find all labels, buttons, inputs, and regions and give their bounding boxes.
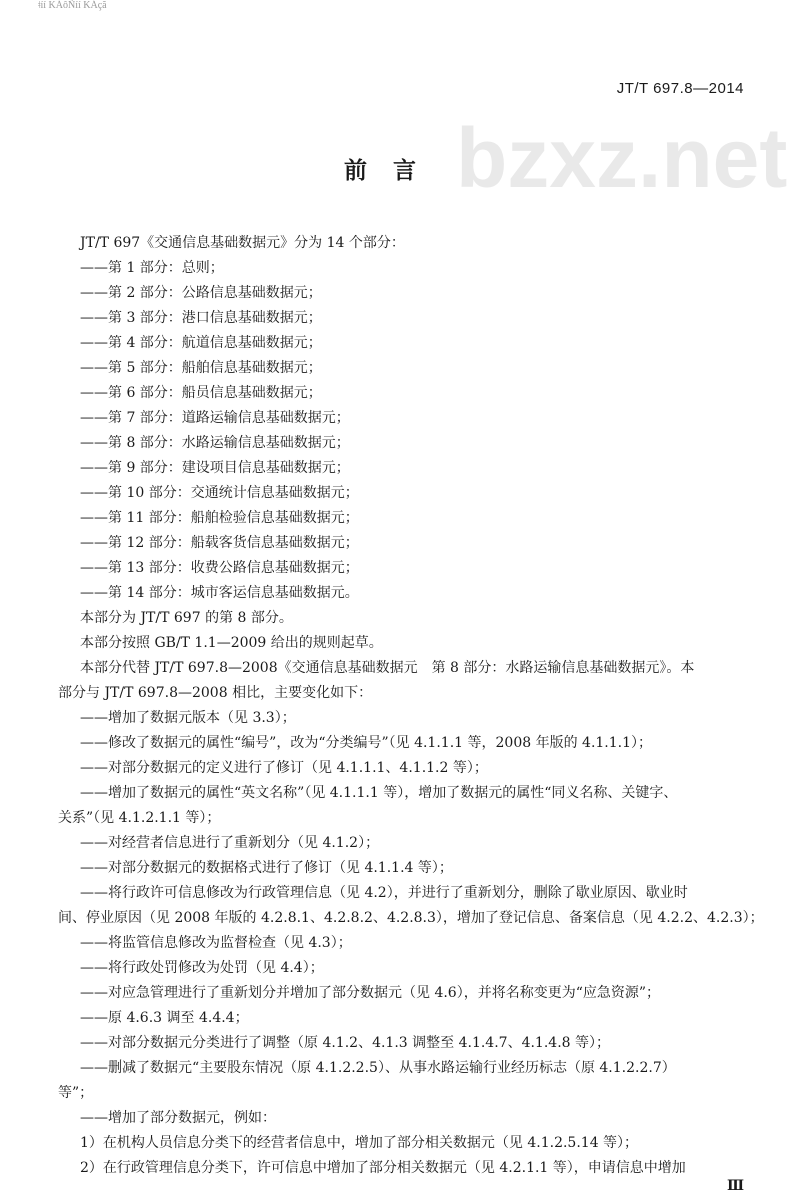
text-line: ——第 3 部分：港口信息基础数据元； (80, 310, 322, 326)
text-line: ——对部分数据元的定义进行了修订（见 4.1.1.1、4.1.1.2 等）； (80, 760, 488, 776)
text-line: ——对部分数据元分类进行了调整（原 4.1.2、4.1.3 调整至 4.1.4.7、4.1.4.8 等）； (80, 1035, 611, 1051)
text-line: ——原 4.6.3 调至 4.4.4； (80, 1010, 249, 1026)
text-line: ——第 6 部分：船员信息基础数据元； (80, 385, 322, 401)
text-line: ——将监管信息修改为监督检查（见 4.3）； (80, 935, 352, 951)
text-line: ——删减了数据元“主要股东情况（原 4.1.2.2.5）、从事水路运输行业经历标志（原 4.1.2.2.7） (80, 1060, 676, 1076)
page-title (344, 158, 442, 186)
text-line: ——第 12 部分：船载客货信息基础数据元； (80, 535, 359, 551)
text-line: ——第 4 部分：航道信息基础数据元； (80, 335, 322, 351)
text-line: ——第 9 部分：建设项目信息基础数据元； (80, 460, 350, 476)
text-line: ——第 5 部分：船舶信息基础数据元； (80, 360, 322, 376)
text-line: 本部分按照 GB/T 1.1—2009 给出的规则起草。 (80, 635, 383, 651)
standard-number: JT/T 697.8—2014 (616, 80, 744, 97)
text-line: ——第 10 部分：交通统计信息基础数据元； (80, 485, 359, 501)
text-line: ——第 2 部分：公路信息基础数据元； (80, 285, 322, 301)
text-line: ——将行政处罚修改为处罚（见 4.4）； (80, 960, 324, 976)
document-body (58, 231, 764, 1181)
text-line: ——对应急管理进行了重新划分并增加了部分数据元（见 4.6），并将名称变更为“应急资源”； (80, 985, 661, 1001)
text-line: ——增加了数据元版本（见 3.3）； (80, 710, 296, 726)
text-line: 等”； (58, 1085, 94, 1101)
page-number: Ⅲ (726, 1178, 744, 1194)
page-title-text: 前言 (344, 158, 442, 184)
text-line: 本部分为 JT/T 697 的第 8 部分。 (80, 610, 293, 626)
text-line: 部分与 JT/T 697.8—2008 相比，主要变化如下： (58, 685, 373, 701)
text-line: ——对部分数据元的数据格式进行了修订（见 4.1.1.4 等）； (80, 860, 453, 876)
text-line: ——修改了数据元的属性“编号”，改为“分类编号”（见 4.1.1.1 等，2008 年版的 4.1.1.1）； (80, 735, 653, 751)
text-line: ——增加了数据元的属性“英文名称”（见 4.1.1.1 等），增加了数据元的属性“同义名称、关键字、 (80, 785, 678, 801)
text-line: ——第 7 部分：道路运输信息基础数据元； (80, 410, 350, 426)
text-line: ——第 13 部分：收费公路信息基础数据元； (80, 560, 359, 576)
text-line: ——将行政许可信息修改为行政管理信息（见 4.2），并进行了重新划分，删除了歇业原因、歇业时 (80, 885, 688, 901)
text-line: ——第 1 部分：总则； (80, 260, 224, 276)
text-line: JT/T 697《交通信息基础数据元》分为 14 个部分： (80, 235, 405, 251)
text-line: ——第 11 部分：船舶检验信息基础数据元； (80, 510, 359, 526)
text-line: ——第 14 部分：城市客运信息基础数据元。 (80, 585, 359, 601)
text-line: ——增加了部分数据元，例如： (80, 1110, 276, 1126)
text-line: 关系”（见 4.1.2.1.1 等）； (58, 810, 221, 826)
text-line: ——对经营者信息进行了重新划分（见 4.1.2）； (80, 835, 380, 851)
text-line: ——第 8 部分：水路运输信息基础数据元； (80, 435, 350, 451)
text-line: 间、停业原因（见 2008 年版的 4.2.8.1、4.2.8.2、4.2.8.3），增加了登记信息、备案信息（见 4.2.2、4.2.3）； (58, 910, 764, 926)
text-line: 1）在机构人员信息分类下的经营者信息中，增加了部分相关数据元（见 4.1.2.5.14 等）； (80, 1135, 639, 1151)
watermark: bzxz.net (456, 111, 788, 205)
text-line: 本部分代替 JT/T 697.8—2008《交通信息基础数据元 第 8 部分：水路运输信息基础数据元》。本 (80, 660, 695, 676)
scan-label: ǂíí KÁôÑíí KÁçã (38, 0, 107, 11)
text-line: 2）在行政管理信息分类下，许可信息中增加了部分相关数据元（见 4.2.1.1 等），申请信息中增加 (80, 1160, 686, 1176)
